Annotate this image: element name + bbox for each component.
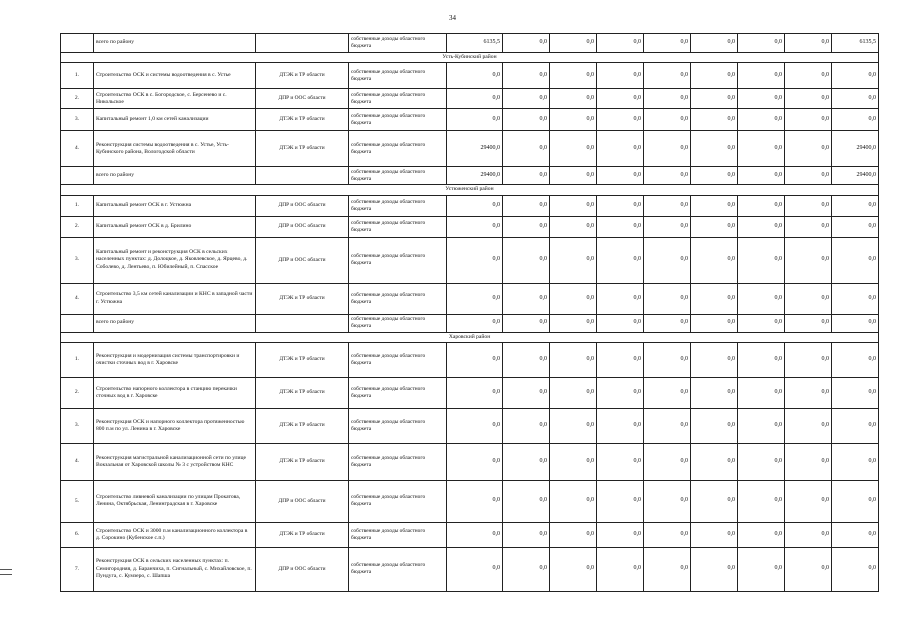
amount-cell: 0,0 xyxy=(550,131,597,167)
amount-cell: 0,0 xyxy=(597,195,644,216)
amount-cell: 0,0 xyxy=(832,63,879,89)
table-row xyxy=(61,408,879,443)
measure-name: Строительство напорного коллектора в станцию перекачки сточных вод в г. Харовске xyxy=(94,377,256,408)
amount-cell: 0,0 xyxy=(550,377,597,408)
amount-cell: 0,0 xyxy=(691,167,738,185)
amount-cell: 0,0 xyxy=(503,195,550,216)
amount-cell: 0,0 xyxy=(738,377,785,408)
funding-source: собственные доходы областного бюджета xyxy=(349,63,447,89)
amount-cell: 0,0 xyxy=(597,547,644,591)
amount-cell: 0,0 xyxy=(691,408,738,443)
funding-source: собственные доходы областного бюджета xyxy=(349,314,447,332)
amount-cell: 0,0 xyxy=(447,216,503,237)
executor xyxy=(256,167,349,185)
amount-cell: 0,0 xyxy=(691,443,738,480)
row-number: 1. xyxy=(61,63,94,89)
table-row xyxy=(61,522,879,547)
amount-cell: 0,0 xyxy=(738,89,785,109)
amount-cell: 0,0 xyxy=(785,283,832,314)
amount-cell: 0,0 xyxy=(691,89,738,109)
amount-cell: 0,0 xyxy=(503,408,550,443)
measure-name: Реконструкция ОСК и напорного коллектора протяженностью 800 п.м по ул. Ленина в г. Харовске xyxy=(94,408,256,443)
funding-source: собственные доходы областного бюджета xyxy=(349,377,447,408)
table-row xyxy=(61,237,879,283)
amount-cell: 0,0 xyxy=(738,131,785,167)
amount-cell: 0,0 xyxy=(597,443,644,480)
amount-cell: 0,0 xyxy=(503,377,550,408)
measure-name: Строительство ливневой канализации по улицам Прокатова, Ленина, Октябрьская, Ленинградская в г. Харовске xyxy=(94,480,256,522)
amount-cell: 0,0 xyxy=(597,522,644,547)
measure-name: Строительство ОСК и системы водоотведения в с. Устье xyxy=(94,63,256,89)
row-number: 1. xyxy=(61,195,94,216)
row-number: 2. xyxy=(61,216,94,237)
amount-cell: 0,0 xyxy=(644,131,691,167)
amount-cell: 0,0 xyxy=(503,443,550,480)
amount-cell: 29400,0 xyxy=(447,167,503,185)
row-number: 3. xyxy=(61,408,94,443)
executor: ДТЭК и ТР области xyxy=(256,408,349,443)
row-number: 6. xyxy=(61,522,94,547)
amount-cell: 0,0 xyxy=(644,237,691,283)
table-row xyxy=(61,314,879,332)
amount-cell: 0,0 xyxy=(785,342,832,377)
row-number: 5. xyxy=(61,480,94,522)
row-number: 7. xyxy=(61,547,94,591)
table-row xyxy=(61,63,879,89)
page-number: 34 xyxy=(449,14,456,22)
funding-source: собственные доходы областного бюджета xyxy=(349,408,447,443)
table-row xyxy=(61,377,879,408)
amount-cell: 0,0 xyxy=(447,522,503,547)
amount-cell: 0,0 xyxy=(597,89,644,109)
amount-cell: 0,0 xyxy=(832,89,879,109)
amount-cell: 0,0 xyxy=(447,443,503,480)
amount-cell: 0,0 xyxy=(447,195,503,216)
amount-cell: 0,0 xyxy=(503,89,550,109)
row-number xyxy=(61,314,94,332)
table-body xyxy=(61,34,879,592)
row-number: 3. xyxy=(61,237,94,283)
funding-source: собственные доходы областного бюджета xyxy=(349,167,447,185)
table-row xyxy=(61,167,879,185)
amount-cell: 0,0 xyxy=(550,283,597,314)
funding-source: собственные доходы областного бюджета xyxy=(349,34,447,53)
funding-source: собственные доходы областного бюджета xyxy=(349,195,447,216)
amount-cell: 6135,5 xyxy=(832,34,879,53)
amount-cell: 29400,0 xyxy=(832,131,879,167)
funding-source: собственные доходы областного бюджета xyxy=(349,522,447,547)
table-row xyxy=(61,216,879,237)
amount-cell: 0,0 xyxy=(597,131,644,167)
binding-mark xyxy=(0,569,12,570)
funding-source: собственные доходы областного бюджета xyxy=(349,109,447,131)
amount-cell: 0,0 xyxy=(550,34,597,53)
amount-cell: 0,0 xyxy=(597,314,644,332)
amount-cell: 0,0 xyxy=(644,408,691,443)
executor: ДПР и ООС области xyxy=(256,216,349,237)
amount-cell: 0,0 xyxy=(597,283,644,314)
funding-source: собственные доходы областного бюджета xyxy=(349,443,447,480)
amount-cell: 0,0 xyxy=(550,89,597,109)
table-row xyxy=(61,89,879,109)
amount-cell: 0,0 xyxy=(738,480,785,522)
amount-cell: 0,0 xyxy=(832,237,879,283)
amount-cell: 0,0 xyxy=(785,167,832,185)
executor: ДТЭК и ТР области xyxy=(256,522,349,547)
measure-name: Строительство 3,5 км сетей канализации и КНС в западной части г. Устюжна xyxy=(94,283,256,314)
amount-cell: 0,0 xyxy=(503,547,550,591)
amount-cell: 0,0 xyxy=(597,34,644,53)
amount-cell: 0,0 xyxy=(597,109,644,131)
table-row xyxy=(61,342,879,377)
measure-name: Реконструкция системы водоотведения в с. Устье, Усть-Кубинского района, Вологодской области xyxy=(94,131,256,167)
executor: ДПР и ООС области xyxy=(256,195,349,216)
amount-cell: 0,0 xyxy=(644,34,691,53)
amount-cell: 6135,5 xyxy=(447,34,503,53)
amount-cell: 0,0 xyxy=(691,342,738,377)
amount-cell: 0,0 xyxy=(597,480,644,522)
measure-name: Капитальный ремонт ОСК в д. Брилино xyxy=(94,216,256,237)
amount-cell: 0,0 xyxy=(550,109,597,131)
funding-source: собственные доходы областного бюджета xyxy=(349,131,447,167)
table-row xyxy=(61,480,879,522)
amount-cell: 0,0 xyxy=(550,314,597,332)
amount-cell: 0,0 xyxy=(550,195,597,216)
measure-name: Капитальный ремонт и реконструкция ОСК в сельских населенных пунктах: д. Долоцкое, д. Яковлевское, д. Ярцево, д. Соболево, д. Лентьево, п. Юбилейный, п. Спасское xyxy=(94,237,256,283)
amount-cell: 0,0 xyxy=(832,283,879,314)
table-row xyxy=(61,283,879,314)
amount-cell: 0,0 xyxy=(550,443,597,480)
funding-source: собственные доходы областного бюджета xyxy=(349,547,447,591)
amount-cell: 0,0 xyxy=(550,63,597,89)
amount-cell: 0,0 xyxy=(691,237,738,283)
executor: ДТЭК и ТР области xyxy=(256,63,349,89)
amount-cell: 0,0 xyxy=(447,109,503,131)
amount-cell: 0,0 xyxy=(691,283,738,314)
executor: ДТЭК и ТР области xyxy=(256,377,349,408)
amount-cell: 0,0 xyxy=(503,167,550,185)
funding-source: собственные доходы областного бюджета xyxy=(349,237,447,283)
section-row xyxy=(61,332,879,342)
amount-cell: 0,0 xyxy=(644,480,691,522)
executor: ДПР и ООС области xyxy=(256,480,349,522)
amount-cell: 0,0 xyxy=(738,408,785,443)
row-number: 4. xyxy=(61,283,94,314)
amount-cell: 0,0 xyxy=(691,377,738,408)
amount-cell: 0,0 xyxy=(447,377,503,408)
funding-source: собственные доходы областного бюджета xyxy=(349,89,447,109)
measure-name: Строительство ОСК в с. Богородское, с. Берсенево и с. Никольское xyxy=(94,89,256,109)
amount-cell: 0,0 xyxy=(691,522,738,547)
amount-cell: 0,0 xyxy=(691,314,738,332)
amount-cell: 0,0 xyxy=(785,195,832,216)
amount-cell: 0,0 xyxy=(644,314,691,332)
amount-cell: 0,0 xyxy=(644,377,691,408)
section-row xyxy=(61,53,879,63)
amount-cell: 29400,0 xyxy=(447,131,503,167)
funding-source: собственные доходы областного бюджета xyxy=(349,342,447,377)
amount-cell: 0,0 xyxy=(597,63,644,89)
amount-cell: 0,0 xyxy=(550,408,597,443)
executor: ДТЭК и ТР области xyxy=(256,109,349,131)
executor: ДТЭК и ТР области xyxy=(256,443,349,480)
amount-cell: 0,0 xyxy=(644,109,691,131)
executor: ДТЭК и ТР области xyxy=(256,283,349,314)
amount-cell: 0,0 xyxy=(644,195,691,216)
amount-cell: 0,0 xyxy=(597,216,644,237)
measure-name: всего по району xyxy=(94,314,256,332)
amount-cell: 0,0 xyxy=(644,283,691,314)
amount-cell: 0,0 xyxy=(550,237,597,283)
amount-cell: 0,0 xyxy=(832,443,879,480)
amount-cell: 0,0 xyxy=(503,342,550,377)
amount-cell: 0,0 xyxy=(644,443,691,480)
row-number: 1. xyxy=(61,342,94,377)
amount-cell: 0,0 xyxy=(738,443,785,480)
amount-cell: 0,0 xyxy=(738,109,785,131)
amount-cell: 0,0 xyxy=(785,237,832,283)
amount-cell: 0,0 xyxy=(503,314,550,332)
budget-table xyxy=(60,33,879,592)
amount-cell: 0,0 xyxy=(785,63,832,89)
amount-cell: 0,0 xyxy=(447,480,503,522)
amount-cell: 0,0 xyxy=(738,216,785,237)
funding-source: собственные доходы областного бюджета xyxy=(349,480,447,522)
amount-cell: 0,0 xyxy=(785,480,832,522)
amount-cell: 0,0 xyxy=(597,237,644,283)
amount-cell: 0,0 xyxy=(597,342,644,377)
amount-cell: 0,0 xyxy=(503,480,550,522)
amount-cell: 0,0 xyxy=(832,314,879,332)
amount-cell: 0,0 xyxy=(738,63,785,89)
amount-cell: 0,0 xyxy=(644,342,691,377)
amount-cell: 0,0 xyxy=(738,547,785,591)
row-number: 2. xyxy=(61,89,94,109)
amount-cell: 0,0 xyxy=(597,167,644,185)
row-number: 3. xyxy=(61,109,94,131)
row-number: 4. xyxy=(61,443,94,480)
executor: ДТЭК и ТР области xyxy=(256,131,349,167)
executor: ДТЭК и ТР области xyxy=(256,342,349,377)
amount-cell: 0,0 xyxy=(832,408,879,443)
table-row xyxy=(61,547,879,591)
amount-cell: 0,0 xyxy=(691,195,738,216)
amount-cell: 0,0 xyxy=(503,63,550,89)
amount-cell: 0,0 xyxy=(832,522,879,547)
amount-cell: 0,0 xyxy=(832,216,879,237)
section-title: Устюженский район xyxy=(61,185,879,195)
amount-cell: 0,0 xyxy=(447,408,503,443)
amount-cell: 0,0 xyxy=(597,377,644,408)
amount-cell: 0,0 xyxy=(738,314,785,332)
amount-cell: 0,0 xyxy=(738,34,785,53)
amount-cell: 0,0 xyxy=(550,216,597,237)
measure-name: Реконструкция и модернизация системы транспортировки и очистки сточных вод в г. Харовске xyxy=(94,342,256,377)
amount-cell: 0,0 xyxy=(738,522,785,547)
amount-cell: 0,0 xyxy=(832,342,879,377)
amount-cell: 0,0 xyxy=(832,377,879,408)
funding-source: собственные доходы областного бюджета xyxy=(349,216,447,237)
measure-name: Реконструкция ОСК в сельских населенных пунктах: п. Семигородняя, д. Баранчиха, п. Сигнальный, с. Михайловское, п. Пундуга, с. Кумзеро, с. Шапша xyxy=(94,547,256,591)
amount-cell: 0,0 xyxy=(597,408,644,443)
measure-name: Реконструкция магистральной канализационной сети по улице Вокзальная от Харовской школы № 3 с устройством КНС xyxy=(94,443,256,480)
amount-cell: 0,0 xyxy=(832,109,879,131)
section-title: Усть-Кубинский район xyxy=(61,53,879,63)
amount-cell: 0,0 xyxy=(691,547,738,591)
amount-cell: 0,0 xyxy=(503,237,550,283)
amount-cell: 0,0 xyxy=(550,547,597,591)
funding-source: собственные доходы областного бюджета xyxy=(349,283,447,314)
amount-cell: 0,0 xyxy=(550,522,597,547)
amount-cell: 0,0 xyxy=(785,109,832,131)
amount-cell: 0,0 xyxy=(550,342,597,377)
amount-cell: 0,0 xyxy=(644,63,691,89)
amount-cell: 0,0 xyxy=(503,131,550,167)
amount-cell: 0,0 xyxy=(691,131,738,167)
amount-cell: 0,0 xyxy=(785,377,832,408)
amount-cell: 0,0 xyxy=(691,109,738,131)
amount-cell: 0,0 xyxy=(738,195,785,216)
amount-cell: 0,0 xyxy=(644,522,691,547)
amount-cell: 0,0 xyxy=(447,547,503,591)
executor: ДПР и ООС области xyxy=(256,89,349,109)
table-row xyxy=(61,443,879,480)
measure-name: Капитальный ремонт 1,0 км сетей канализации xyxy=(94,109,256,131)
amount-cell: 0,0 xyxy=(503,283,550,314)
amount-cell: 0,0 xyxy=(447,314,503,332)
executor: ДПР и ООС области xyxy=(256,547,349,591)
amount-cell: 0,0 xyxy=(785,216,832,237)
amount-cell: 0,0 xyxy=(447,89,503,109)
amount-cell: 0,0 xyxy=(738,342,785,377)
amount-cell: 0,0 xyxy=(785,314,832,332)
amount-cell: 0,0 xyxy=(738,167,785,185)
amount-cell: 0,0 xyxy=(691,63,738,89)
amount-cell: 0,0 xyxy=(550,167,597,185)
amount-cell: 0,0 xyxy=(785,34,832,53)
section-title: Харовский район xyxy=(61,332,879,342)
amount-cell: 0,0 xyxy=(832,547,879,591)
amount-cell: 0,0 xyxy=(644,167,691,185)
amount-cell: 0,0 xyxy=(447,283,503,314)
section-row xyxy=(61,185,879,195)
amount-cell: 0,0 xyxy=(644,547,691,591)
row-number xyxy=(61,167,94,185)
table-row xyxy=(61,109,879,131)
table-row xyxy=(61,195,879,216)
amount-cell: 0,0 xyxy=(447,63,503,89)
amount-cell: 0,0 xyxy=(785,443,832,480)
table-row xyxy=(61,34,879,53)
amount-cell: 0,0 xyxy=(644,89,691,109)
executor: ДПР и ООС области xyxy=(256,237,349,283)
amount-cell: 0,0 xyxy=(550,480,597,522)
row-number xyxy=(61,34,94,53)
amount-cell: 0,0 xyxy=(785,547,832,591)
amount-cell: 29400,0 xyxy=(832,167,879,185)
amount-cell: 0,0 xyxy=(691,480,738,522)
amount-cell: 0,0 xyxy=(503,34,550,53)
amount-cell: 0,0 xyxy=(832,195,879,216)
amount-cell: 0,0 xyxy=(785,408,832,443)
amount-cell: 0,0 xyxy=(503,522,550,547)
row-number: 4. xyxy=(61,131,94,167)
measure-name: Строительство ОСК и 3000 п.м канализационного коллектора в д. Сорокино (Кубенское с.п.) xyxy=(94,522,256,547)
executor xyxy=(256,314,349,332)
amount-cell: 0,0 xyxy=(832,480,879,522)
binding-mark xyxy=(0,574,12,575)
measure-name: всего по району xyxy=(94,167,256,185)
row-number: 2. xyxy=(61,377,94,408)
measure-name: Капитальный ремонт ОСК в г. Устюжна xyxy=(94,195,256,216)
amount-cell: 0,0 xyxy=(644,216,691,237)
amount-cell: 0,0 xyxy=(447,237,503,283)
measure-name: всего по району xyxy=(94,34,256,53)
amount-cell: 0,0 xyxy=(738,237,785,283)
amount-cell: 0,0 xyxy=(691,34,738,53)
amount-cell: 0,0 xyxy=(785,522,832,547)
amount-cell: 0,0 xyxy=(785,131,832,167)
amount-cell: 0,0 xyxy=(691,216,738,237)
executor xyxy=(256,34,349,53)
amount-cell: 0,0 xyxy=(785,89,832,109)
amount-cell: 0,0 xyxy=(503,216,550,237)
amount-cell: 0,0 xyxy=(503,109,550,131)
table-row xyxy=(61,131,879,167)
amount-cell: 0,0 xyxy=(738,283,785,314)
amount-cell: 0,0 xyxy=(447,342,503,377)
